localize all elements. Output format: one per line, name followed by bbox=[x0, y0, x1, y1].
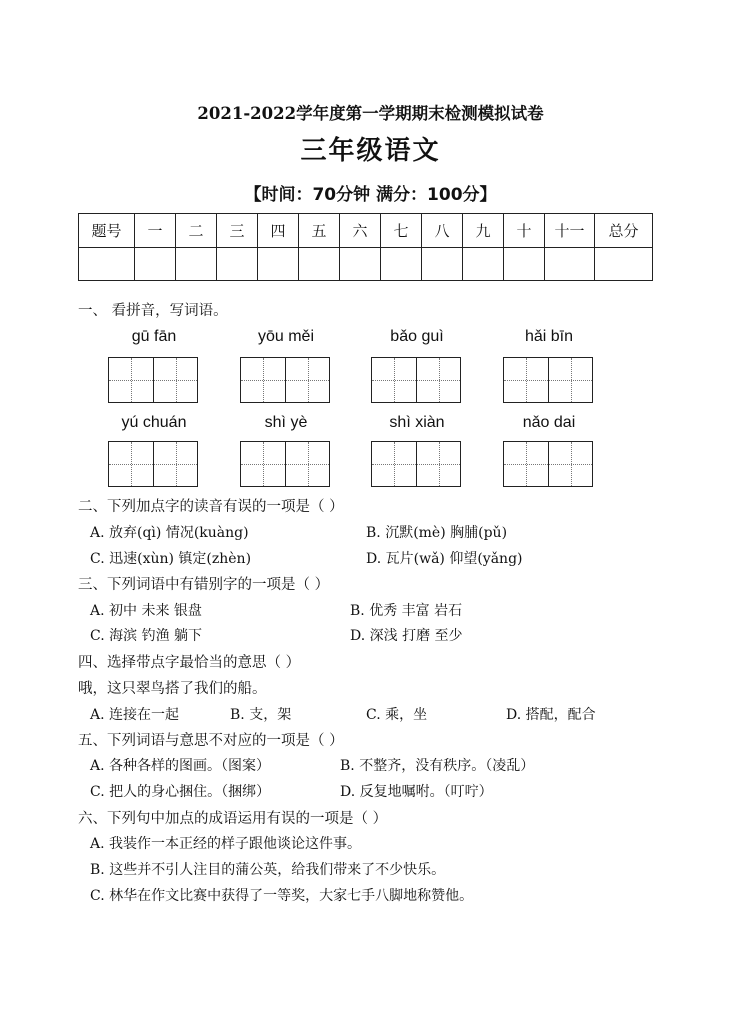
score-table bbox=[78, 213, 653, 281]
score-cell[interactable] bbox=[381, 248, 422, 281]
score-cell[interactable] bbox=[504, 248, 545, 281]
q4-option-d[interactable]: D. 搭配，配合 bbox=[506, 707, 596, 723]
score-header-cell: 十 bbox=[504, 214, 545, 248]
score-header-cell: 三 bbox=[217, 214, 258, 248]
q2-title: 二、下列加点字的读音有误的一项是（ ） bbox=[78, 499, 344, 515]
score-header-cell: 九 bbox=[463, 214, 504, 248]
score-header-cell: 总分 bbox=[595, 214, 653, 248]
pinyin-label: nǎo dai bbox=[522, 414, 576, 431]
score-cell[interactable] bbox=[463, 248, 504, 281]
q5-option-c[interactable]: C. 把人的身心捆住。（捆绑） bbox=[90, 784, 271, 800]
writing-grid[interactable] bbox=[240, 441, 330, 487]
q2-option-a[interactable]: A. 放弃(qì) 情况(kuàng) bbox=[90, 525, 249, 541]
score-cell[interactable] bbox=[595, 248, 653, 281]
score-cell[interactable] bbox=[176, 248, 217, 281]
score-header-cell: 四 bbox=[258, 214, 299, 248]
score-table-header-row bbox=[79, 214, 653, 248]
score-header-cell: 八 bbox=[422, 214, 463, 248]
score-header-cell: 十一 bbox=[545, 214, 595, 248]
time-score-info: 【时间：70分钟 满分：100分】 bbox=[244, 185, 497, 205]
writing-grid[interactable] bbox=[240, 357, 330, 403]
q4-option-a[interactable]: A. 连接在一起 bbox=[90, 707, 180, 723]
q2-option-c[interactable]: C. 迅速(xùn) 镇定(zhèn) bbox=[90, 551, 252, 567]
writing-grid[interactable] bbox=[108, 357, 198, 403]
writing-grid[interactable] bbox=[503, 441, 593, 487]
q4-option-b[interactable]: B. 支，架 bbox=[230, 707, 292, 723]
score-cell[interactable] bbox=[340, 248, 381, 281]
q4-option-c[interactable]: C. 乘，坐 bbox=[366, 707, 428, 723]
score-header-cell: 题号 bbox=[79, 214, 135, 248]
score-table-blank-row bbox=[79, 248, 653, 281]
writing-grid[interactable] bbox=[503, 357, 593, 403]
pinyin-label: hǎi bīn bbox=[524, 328, 574, 345]
pinyin-label: gū fān bbox=[131, 328, 177, 345]
score-header-cell: 二 bbox=[176, 214, 217, 248]
score-cell[interactable] bbox=[79, 248, 135, 281]
score-cell[interactable] bbox=[545, 248, 595, 281]
score-cell[interactable] bbox=[135, 248, 176, 281]
score-header-cell: 六 bbox=[340, 214, 381, 248]
q5-option-a[interactable]: A. 各种各样的图画。（图案） bbox=[90, 758, 271, 774]
q6-option-a[interactable]: A. 我装作一本正经的样子跟他谈论这件事。 bbox=[90, 836, 362, 852]
writing-grid[interactable] bbox=[371, 441, 461, 487]
q5-option-b[interactable]: B. 不整齐，没有秩序。（凌乱） bbox=[340, 758, 535, 774]
score-cell[interactable] bbox=[258, 248, 299, 281]
writing-grid[interactable] bbox=[108, 441, 198, 487]
q2-option-b[interactable]: B. 沉默(mè) 胸脯(pǔ) bbox=[366, 525, 508, 541]
score-header-cell: 五 bbox=[299, 214, 340, 248]
pinyin-label: shì xiàn bbox=[389, 414, 445, 431]
q6-option-c[interactable]: C. 林华在作文比赛中获得了一等奖，大家七手八脚地称赞他。 bbox=[90, 888, 474, 904]
q3-option-b[interactable]: B. 优秀 丰富 岩石 bbox=[350, 603, 463, 619]
q5-option-d[interactable]: D. 反复地嘱咐。（叮咛） bbox=[340, 784, 493, 800]
q1-title: 一、 看拼音，写词语。 bbox=[78, 303, 228, 319]
q2-option-d[interactable]: D. 瓦片(wǎ) 仰望(yǎng) bbox=[366, 551, 523, 567]
q3-option-c[interactable]: C. 海滨 钓渔 躺下 bbox=[90, 628, 203, 644]
q3-option-a[interactable]: A. 初中 未来 银盘 bbox=[90, 603, 202, 619]
score-header-cell: 一 bbox=[135, 214, 176, 248]
pinyin-label: yú chuán bbox=[121, 414, 187, 431]
q4-title: 四、选择带点字最恰当的意思（ ） bbox=[78, 655, 301, 671]
exam-title: 2021-2022学年度第一学期期末检测模拟试卷 bbox=[197, 104, 544, 123]
pinyin-label: bǎo guì bbox=[390, 328, 444, 345]
subject-title: 三年级语文 bbox=[300, 136, 441, 166]
score-cell[interactable] bbox=[422, 248, 463, 281]
pinyin-label: yōu měi bbox=[257, 328, 315, 345]
q5-title: 五、下列词语与意思不对应的一项是（ ） bbox=[78, 733, 344, 749]
q3-option-d[interactable]: D. 深浅 打磨 至少 bbox=[350, 628, 463, 644]
score-cell[interactable] bbox=[299, 248, 340, 281]
q6-title: 六、下列句中加点的成语运用有误的一项是（ ） bbox=[78, 811, 388, 827]
score-header-cell: 七 bbox=[381, 214, 422, 248]
pinyin-label: shì yè bbox=[264, 414, 308, 431]
score-cell[interactable] bbox=[217, 248, 258, 281]
writing-grid[interactable] bbox=[371, 357, 461, 403]
q6-option-b[interactable]: B. 这些并不引人注目的蒲公英，给我们带来了不少快乐。 bbox=[90, 862, 446, 878]
q4-sentence: 哦，这只翠鸟搭了我们的船。 bbox=[78, 681, 267, 697]
q3-title: 三、下列词语中有错别字的一项是（ ） bbox=[78, 577, 330, 593]
